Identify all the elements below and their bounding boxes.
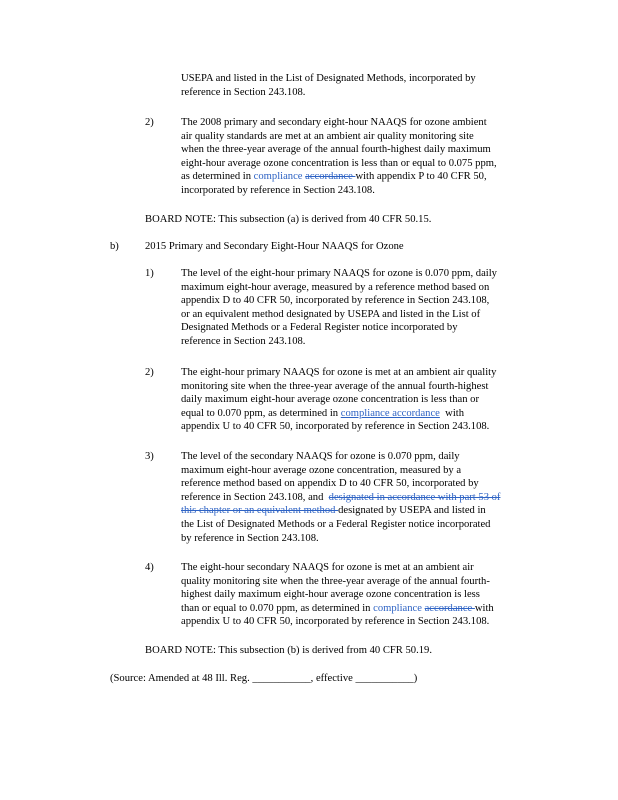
subsection-b3-paragraph: The level of the secondary NAAQS for ozone is 0.070 ppm, daily maximum eight-hour average ozone concentration, measured by a reference method based on appendix D to 40 CFR 50, incorporated by reference in Section 243.108, and designated in accordance with part 53 of this chapter or an equivalent method designated by USEPA and listed in the List of Designated Methods or a Federal Register notice incorporated by reference in Section 243.108. bbox=[181, 451, 501, 544]
subsection-b-title: 2015 Primary and Secondary Eight-Hour NAAQS for Ozone bbox=[145, 241, 404, 252]
item-number: 2) bbox=[145, 117, 154, 128]
source-note: (Source: Amended at 48 Ill. Reg. ___________, effective ___________) bbox=[110, 673, 418, 684]
subsection-label: b) bbox=[110, 241, 119, 252]
item-number: 1) bbox=[145, 268, 154, 279]
board-note-a: BOARD NOTE: This subsection (a) is derived from 40 CFR 50.15. bbox=[145, 214, 432, 225]
board-note-b: BOARD NOTE: This subsection (b) is derived from 40 CFR 50.19. bbox=[145, 645, 432, 656]
deleted-text: designated in accordance with part 53 of bbox=[328, 491, 501, 503]
item-number: 3) bbox=[145, 451, 154, 462]
a2-continuation: USEPA and listed in the List of Designated Methods, incorporated by reference in Section 243.108. bbox=[181, 73, 476, 98]
subsection-a2-paragraph: The 2008 primary and secondary eight-hour NAAQS for ozone ambient air quality standards are met at an ambient air quality monitoring site when the three-year average of the annual fourth-highest daily maximum eight-hour average ozone concentration is less than or equal to 0.075 ppm, as determined in compliance accordance with appendix P to 40 CFR 50, incorporated by reference in Section 243.108. bbox=[181, 117, 497, 196]
deleted-text: this chapter or an equivalent method bbox=[181, 505, 339, 517]
subsection-b2-paragraph: The eight-hour primary NAAQS for ozone is met at an ambient air quality monitoring site when the three-year average of the annual fourth-highest daily maximum eight-hour average ozone concentration is less than or equal to 0.070 ppm, as determined in compliance accordance with appendix U to 40 CFR 50, incorporated by reference in Section 243.108. bbox=[181, 367, 497, 433]
deleted-text: accordance bbox=[424, 602, 475, 614]
subsection-b4-paragraph: The eight-hour secondary NAAQS for ozone is met at an ambient air quality monitoring site when the three-year average of the annual fourth- highest daily maximum eight-hour average ozone concentration is less than or equal to 0.070 ppm, as determined in compliance accordance with appendix U to 40 CFR 50, incorporated by reference in Section 243.108. bbox=[181, 562, 494, 628]
subsection-b1-paragraph: The level of the eight-hour primary NAAQS for ozone is 0.070 ppm, daily maximum eight-hour average, measured by a reference method based on appendix D to 40 CFR 50, incorporated by reference in Section 243.108, or an equivalent method designated by USEPA and listed in the List of Designated Methods or a Federal Register notice incorporated by reference in Section 243.108. bbox=[181, 268, 497, 347]
item-number: 4) bbox=[145, 562, 154, 573]
item-number: 2) bbox=[145, 367, 154, 378]
inserted-text: compliance bbox=[373, 602, 422, 614]
inserted-text: compliance accordance bbox=[340, 407, 440, 419]
deleted-text: accordance bbox=[305, 171, 356, 183]
inserted-text: compliance bbox=[253, 171, 303, 183]
